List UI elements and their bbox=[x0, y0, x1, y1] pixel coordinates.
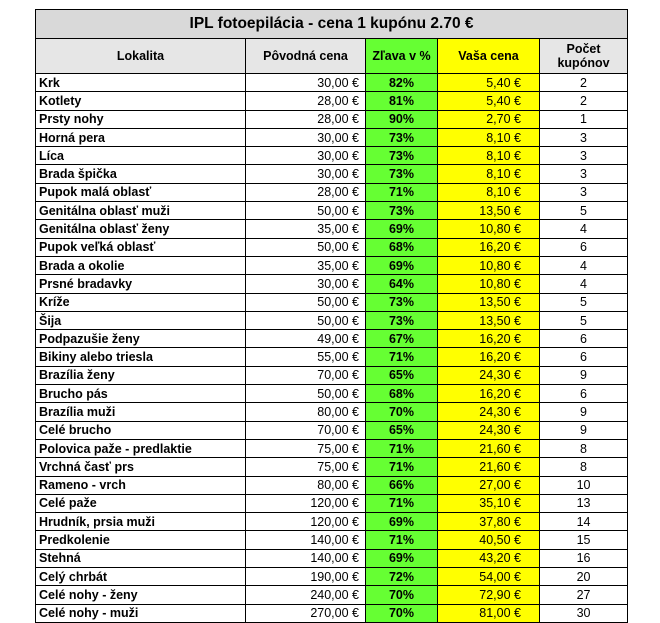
cell-vasa-cena: 21,60 € bbox=[438, 458, 540, 476]
cell-pocet-kuponov: 9 bbox=[540, 403, 628, 421]
cell-pocet-kuponov: 20 bbox=[540, 568, 628, 586]
cell-lokalita: Horná pera bbox=[36, 128, 246, 146]
cell-lokalita: Kotlety bbox=[36, 92, 246, 110]
cell-pocet-kuponov: 3 bbox=[540, 128, 628, 146]
cell-zlava: 71% bbox=[366, 183, 438, 201]
table-row bbox=[36, 256, 628, 274]
cell-zlava: 69% bbox=[366, 513, 438, 531]
cell-zlava: 70% bbox=[366, 586, 438, 604]
table-row bbox=[36, 513, 628, 531]
cell-vasa-cena: 16,20 € bbox=[438, 238, 540, 256]
cell-povodna-cena: 35,00 € bbox=[246, 220, 366, 238]
cell-povodna-cena: 75,00 € bbox=[246, 458, 366, 476]
cell-povodna-cena: 28,00 € bbox=[246, 92, 366, 110]
table-row bbox=[36, 476, 628, 494]
cell-zlava: 68% bbox=[366, 238, 438, 256]
cell-zlava: 64% bbox=[366, 275, 438, 293]
table-row bbox=[36, 385, 628, 403]
cell-vasa-cena: 35,10 € bbox=[438, 494, 540, 512]
cell-lokalita: Celý chrbát bbox=[36, 568, 246, 586]
cell-vasa-cena: 13,50 € bbox=[438, 293, 540, 311]
table-row bbox=[36, 92, 628, 110]
cell-povodna-cena: 50,00 € bbox=[246, 293, 366, 311]
cell-povodna-cena: 30,00 € bbox=[246, 74, 366, 92]
cell-pocet-kuponov: 13 bbox=[540, 494, 628, 512]
cell-povodna-cena: 140,00 € bbox=[246, 531, 366, 549]
cell-pocet-kuponov: 3 bbox=[540, 183, 628, 201]
cell-vasa-cena: 37,80 € bbox=[438, 513, 540, 531]
cell-pocet-kuponov: 16 bbox=[540, 549, 628, 567]
cell-povodna-cena: 120,00 € bbox=[246, 494, 366, 512]
table-row bbox=[36, 202, 628, 220]
cell-lokalita: Celé nohy - muži bbox=[36, 604, 246, 622]
cell-pocet-kuponov: 15 bbox=[540, 531, 628, 549]
cell-povodna-cena: 190,00 € bbox=[246, 568, 366, 586]
cell-zlava: 69% bbox=[366, 256, 438, 274]
cell-pocet-kuponov: 6 bbox=[540, 348, 628, 366]
cell-zlava: 69% bbox=[366, 549, 438, 567]
cell-pocet-kuponov: 3 bbox=[540, 147, 628, 165]
cell-povodna-cena: 75,00 € bbox=[246, 439, 366, 457]
cell-lokalita: Pupok malá oblasť bbox=[36, 183, 246, 201]
cell-zlava: 73% bbox=[366, 128, 438, 146]
cell-lokalita: Krk bbox=[36, 74, 246, 92]
table-row bbox=[36, 604, 628, 622]
table-row bbox=[36, 330, 628, 348]
cell-lokalita: Vrchná časť prs bbox=[36, 458, 246, 476]
cell-povodna-cena: 70,00 € bbox=[246, 366, 366, 384]
header-zlava: Zľava v % bbox=[366, 39, 438, 74]
cell-vasa-cena: 5,40 € bbox=[438, 92, 540, 110]
cell-pocet-kuponov: 5 bbox=[540, 293, 628, 311]
table-row bbox=[36, 165, 628, 183]
table-row bbox=[36, 458, 628, 476]
table-row bbox=[36, 183, 628, 201]
cell-lokalita: Rameno - vrch bbox=[36, 476, 246, 494]
table-row bbox=[36, 147, 628, 165]
cell-zlava: 73% bbox=[366, 202, 438, 220]
cell-vasa-cena: 8,10 € bbox=[438, 128, 540, 146]
cell-vasa-cena: 16,20 € bbox=[438, 330, 540, 348]
cell-povodna-cena: 50,00 € bbox=[246, 202, 366, 220]
cell-pocet-kuponov: 1 bbox=[540, 110, 628, 128]
cell-zlava: 82% bbox=[366, 74, 438, 92]
cell-zlava: 73% bbox=[366, 293, 438, 311]
cell-pocet-kuponov: 10 bbox=[540, 476, 628, 494]
cell-vasa-cena: 8,10 € bbox=[438, 165, 540, 183]
table-row bbox=[36, 74, 628, 92]
cell-povodna-cena: 30,00 € bbox=[246, 275, 366, 293]
cell-povodna-cena: 30,00 € bbox=[246, 128, 366, 146]
cell-zlava: 71% bbox=[366, 494, 438, 512]
cell-vasa-cena: 21,60 € bbox=[438, 439, 540, 457]
cell-povodna-cena: 270,00 € bbox=[246, 604, 366, 622]
cell-povodna-cena: 49,00 € bbox=[246, 330, 366, 348]
cell-vasa-cena: 13,50 € bbox=[438, 311, 540, 329]
cell-povodna-cena: 28,00 € bbox=[246, 110, 366, 128]
cell-pocet-kuponov: 3 bbox=[540, 165, 628, 183]
cell-lokalita: Brazília muži bbox=[36, 403, 246, 421]
table-body bbox=[36, 74, 628, 623]
cell-vasa-cena: 54,00 € bbox=[438, 568, 540, 586]
table-row bbox=[36, 348, 628, 366]
cell-zlava: 70% bbox=[366, 604, 438, 622]
table-row bbox=[36, 275, 628, 293]
price-table bbox=[35, 9, 628, 623]
table-row bbox=[36, 238, 628, 256]
cell-pocet-kuponov: 5 bbox=[540, 202, 628, 220]
cell-pocet-kuponov: 6 bbox=[540, 385, 628, 403]
cell-vasa-cena: 13,50 € bbox=[438, 202, 540, 220]
cell-pocet-kuponov: 4 bbox=[540, 275, 628, 293]
cell-lokalita: Šija bbox=[36, 311, 246, 329]
cell-vasa-cena: 2,70 € bbox=[438, 110, 540, 128]
cell-zlava: 90% bbox=[366, 110, 438, 128]
cell-lokalita: Brada a okolie bbox=[36, 256, 246, 274]
table-row bbox=[36, 311, 628, 329]
cell-vasa-cena: 10,80 € bbox=[438, 220, 540, 238]
table-row bbox=[36, 494, 628, 512]
cell-vasa-cena: 81,00 € bbox=[438, 604, 540, 622]
table-row bbox=[36, 110, 628, 128]
cell-povodna-cena: 55,00 € bbox=[246, 348, 366, 366]
cell-zlava: 65% bbox=[366, 421, 438, 439]
cell-lokalita: Podpazušie ženy bbox=[36, 330, 246, 348]
cell-lokalita: Genitálna oblasť ženy bbox=[36, 220, 246, 238]
header-row bbox=[36, 39, 628, 74]
cell-lokalita: Líca bbox=[36, 147, 246, 165]
cell-pocet-kuponov: 6 bbox=[540, 330, 628, 348]
cell-vasa-cena: 10,80 € bbox=[438, 256, 540, 274]
cell-vasa-cena: 43,20 € bbox=[438, 549, 540, 567]
cell-vasa-cena: 72,90 € bbox=[438, 586, 540, 604]
cell-povodna-cena: 30,00 € bbox=[246, 147, 366, 165]
cell-vasa-cena: 24,30 € bbox=[438, 403, 540, 421]
table-row bbox=[36, 549, 628, 567]
cell-pocet-kuponov: 4 bbox=[540, 256, 628, 274]
cell-lokalita: Celé paže bbox=[36, 494, 246, 512]
cell-pocet-kuponov: 27 bbox=[540, 586, 628, 604]
cell-lokalita: Hrudník, prsia muži bbox=[36, 513, 246, 531]
cell-vasa-cena: 10,80 € bbox=[438, 275, 540, 293]
cell-lokalita: Polovica paže - predlaktie bbox=[36, 439, 246, 457]
cell-zlava: 71% bbox=[366, 348, 438, 366]
cell-pocet-kuponov: 4 bbox=[540, 220, 628, 238]
cell-lokalita: Brucho pás bbox=[36, 385, 246, 403]
cell-zlava: 69% bbox=[366, 220, 438, 238]
cell-zlava: 73% bbox=[366, 147, 438, 165]
cell-pocet-kuponov: 14 bbox=[540, 513, 628, 531]
cell-zlava: 67% bbox=[366, 330, 438, 348]
cell-vasa-cena: 24,30 € bbox=[438, 366, 540, 384]
table-row bbox=[36, 586, 628, 604]
cell-pocet-kuponov: 8 bbox=[540, 439, 628, 457]
cell-vasa-cena: 8,10 € bbox=[438, 183, 540, 201]
cell-vasa-cena: 16,20 € bbox=[438, 348, 540, 366]
cell-zlava: 70% bbox=[366, 403, 438, 421]
cell-lokalita: Pupok veľká oblasť bbox=[36, 238, 246, 256]
cell-vasa-cena: 24,30 € bbox=[438, 421, 540, 439]
cell-povodna-cena: 140,00 € bbox=[246, 549, 366, 567]
cell-lokalita: Prsty nohy bbox=[36, 110, 246, 128]
cell-povodna-cena: 240,00 € bbox=[246, 586, 366, 604]
cell-pocet-kuponov: 8 bbox=[540, 458, 628, 476]
table-row bbox=[36, 421, 628, 439]
header-vasa-cena: Vaša cena bbox=[438, 39, 540, 74]
cell-povodna-cena: 50,00 € bbox=[246, 311, 366, 329]
cell-povodna-cena: 50,00 € bbox=[246, 238, 366, 256]
cell-zlava: 65% bbox=[366, 366, 438, 384]
cell-lokalita: Brazília ženy bbox=[36, 366, 246, 384]
cell-povodna-cena: 120,00 € bbox=[246, 513, 366, 531]
cell-pocet-kuponov: 6 bbox=[540, 238, 628, 256]
header-lokalita: Lokalita bbox=[36, 39, 246, 74]
cell-vasa-cena: 8,10 € bbox=[438, 147, 540, 165]
table-row bbox=[36, 293, 628, 311]
cell-lokalita: Kríže bbox=[36, 293, 246, 311]
cell-zlava: 71% bbox=[366, 458, 438, 476]
cell-vasa-cena: 5,40 € bbox=[438, 74, 540, 92]
cell-pocet-kuponov: 9 bbox=[540, 421, 628, 439]
table-row bbox=[36, 439, 628, 457]
cell-zlava: 71% bbox=[366, 531, 438, 549]
cell-lokalita: Brada špička bbox=[36, 165, 246, 183]
cell-lokalita: Bikiny alebo triesla bbox=[36, 348, 246, 366]
header-povodna-cena: Pôvodná cena bbox=[246, 39, 366, 74]
cell-povodna-cena: 80,00 € bbox=[246, 403, 366, 421]
cell-povodna-cena: 28,00 € bbox=[246, 183, 366, 201]
price-table-container bbox=[35, 9, 627, 623]
cell-vasa-cena: 40,50 € bbox=[438, 531, 540, 549]
table-title: IPL fotoepilácia - cena 1 kupónu 2.70 € bbox=[36, 10, 628, 39]
cell-zlava: 81% bbox=[366, 92, 438, 110]
cell-zlava: 73% bbox=[366, 311, 438, 329]
cell-lokalita: Prsné bradavky bbox=[36, 275, 246, 293]
cell-vasa-cena: 27,00 € bbox=[438, 476, 540, 494]
table-row bbox=[36, 403, 628, 421]
cell-zlava: 72% bbox=[366, 568, 438, 586]
header-pocet-kuponov: Počet kupónov bbox=[540, 39, 628, 74]
cell-lokalita: Celé nohy - ženy bbox=[36, 586, 246, 604]
cell-povodna-cena: 50,00 € bbox=[246, 385, 366, 403]
cell-povodna-cena: 80,00 € bbox=[246, 476, 366, 494]
cell-pocet-kuponov: 2 bbox=[540, 74, 628, 92]
cell-vasa-cena: 16,20 € bbox=[438, 385, 540, 403]
cell-povodna-cena: 35,00 € bbox=[246, 256, 366, 274]
cell-lokalita: Stehná bbox=[36, 549, 246, 567]
cell-povodna-cena: 70,00 € bbox=[246, 421, 366, 439]
table-row bbox=[36, 531, 628, 549]
cell-lokalita: Genitálna oblasť muži bbox=[36, 202, 246, 220]
cell-povodna-cena: 30,00 € bbox=[246, 165, 366, 183]
cell-pocet-kuponov: 30 bbox=[540, 604, 628, 622]
cell-zlava: 66% bbox=[366, 476, 438, 494]
cell-zlava: 73% bbox=[366, 165, 438, 183]
table-row bbox=[36, 128, 628, 146]
cell-zlava: 71% bbox=[366, 439, 438, 457]
cell-lokalita: Predkolenie bbox=[36, 531, 246, 549]
cell-lokalita: Celé brucho bbox=[36, 421, 246, 439]
cell-pocet-kuponov: 2 bbox=[540, 92, 628, 110]
table-row bbox=[36, 220, 628, 238]
table-row bbox=[36, 366, 628, 384]
cell-pocet-kuponov: 9 bbox=[540, 366, 628, 384]
table-row bbox=[36, 568, 628, 586]
cell-zlava: 68% bbox=[366, 385, 438, 403]
cell-pocet-kuponov: 5 bbox=[540, 311, 628, 329]
